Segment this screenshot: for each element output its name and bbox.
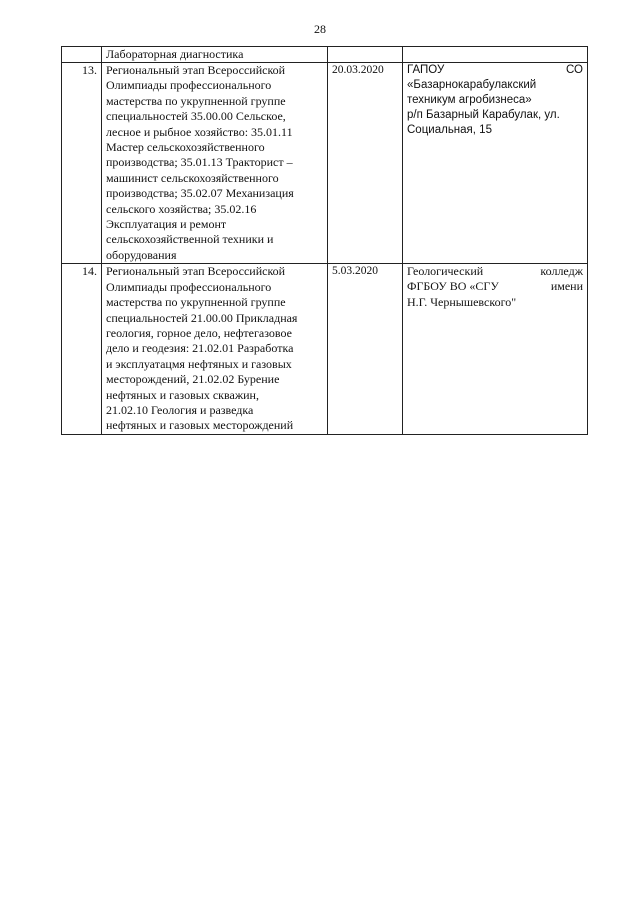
place-org-right: СО <box>566 64 583 76</box>
event-name-line: производства; 35.02.07 Механизация <box>106 186 294 201</box>
cell-num-empty <box>62 47 102 63</box>
cell-date-empty <box>328 47 403 63</box>
event-place <box>403 63 588 264</box>
place-line-left: ФГБОУ ВО «СГУ <box>407 279 499 294</box>
event-name-line: Мастер сельскохозяйственного <box>106 140 265 155</box>
event-place <box>403 264 588 434</box>
place-org-left: ГАПОУ <box>407 64 445 76</box>
row-number: 14. <box>62 264 102 434</box>
event-name-line: Региональный этап Всероссийской <box>106 264 286 279</box>
event-name-line: нефтяных и газовых месторождений <box>106 418 294 433</box>
event-name <box>102 63 328 264</box>
event-name-line: специальностей 21.00.00 Прикладная <box>106 310 298 325</box>
page-number: 28 <box>314 22 326 36</box>
table-row <box>62 63 588 264</box>
event-name-line: лесное и рыбное хозяйство: 35.01.11 <box>106 124 293 139</box>
event-name-line: геология, горное дело, нефтегазовое <box>106 325 292 340</box>
event-name-line: Эксплуатация и ремонт <box>106 217 227 232</box>
event-name-line: оборудования <box>106 247 177 262</box>
event-name-line: дело и геодезия: 21.02.01 Разработка <box>106 341 294 356</box>
event-name-line: нефтяных и газовых скважин, <box>106 387 259 402</box>
cell-place-empty <box>403 47 588 63</box>
place-org-line <box>407 63 583 78</box>
event-date: 5.03.2020 <box>328 264 403 434</box>
place-line: р/п Базарный Карабулак, ул. <box>407 109 560 121</box>
event-name-line: Олимпиады профессионального <box>106 78 272 93</box>
event-name-line: специальностей 35.00.00 Сельское, <box>106 109 286 124</box>
table-row-continuation <box>62 47 588 63</box>
place-line-right: имени <box>550 279 583 294</box>
place-line-right: колледж <box>540 264 583 279</box>
place-line <box>407 264 583 279</box>
event-date: 20.03.2020 <box>328 63 403 264</box>
row-number: 13. <box>62 63 102 264</box>
place-line: техникум агробизнеса» <box>407 94 532 106</box>
event-name-line: сельскохозяйственной техники и <box>106 232 274 247</box>
event-name-line: Олимпиады профессионального <box>106 279 272 294</box>
event-name-line: и эксплуатацмя нефтяных и газовых <box>106 356 292 371</box>
place-line-left: Геологический <box>407 264 484 279</box>
place-line: «Базарнокарабулакский <box>407 79 537 91</box>
event-name-line: машинист сельскохозяйственного <box>106 170 279 185</box>
event-name-line: месторождений, 21.02.02 Бурение <box>106 372 280 387</box>
event-name-line: Региональный этап Всероссийской <box>106 63 286 77</box>
table-row <box>62 264 588 434</box>
event-name-line: производства; 35.01.13 Тракторист – <box>106 155 293 170</box>
event-name-line: мастерства по укрупненной группе <box>106 93 286 108</box>
place-line: Н.Г. Чернышевского" <box>407 294 517 309</box>
cell-continuation-text: Лабораторная диагностика <box>102 47 328 63</box>
place-line: Социальная, 15 <box>407 124 492 136</box>
event-name-line: 21.02.10 Геология и разведка <box>106 402 254 417</box>
event-name-line: сельского хозяйства; 35.02.16 <box>106 201 257 216</box>
event-name <box>102 264 328 434</box>
event-name-line: мастерства по укрупненной группе <box>106 295 286 310</box>
place-line <box>407 279 583 294</box>
events-table <box>61 46 588 435</box>
